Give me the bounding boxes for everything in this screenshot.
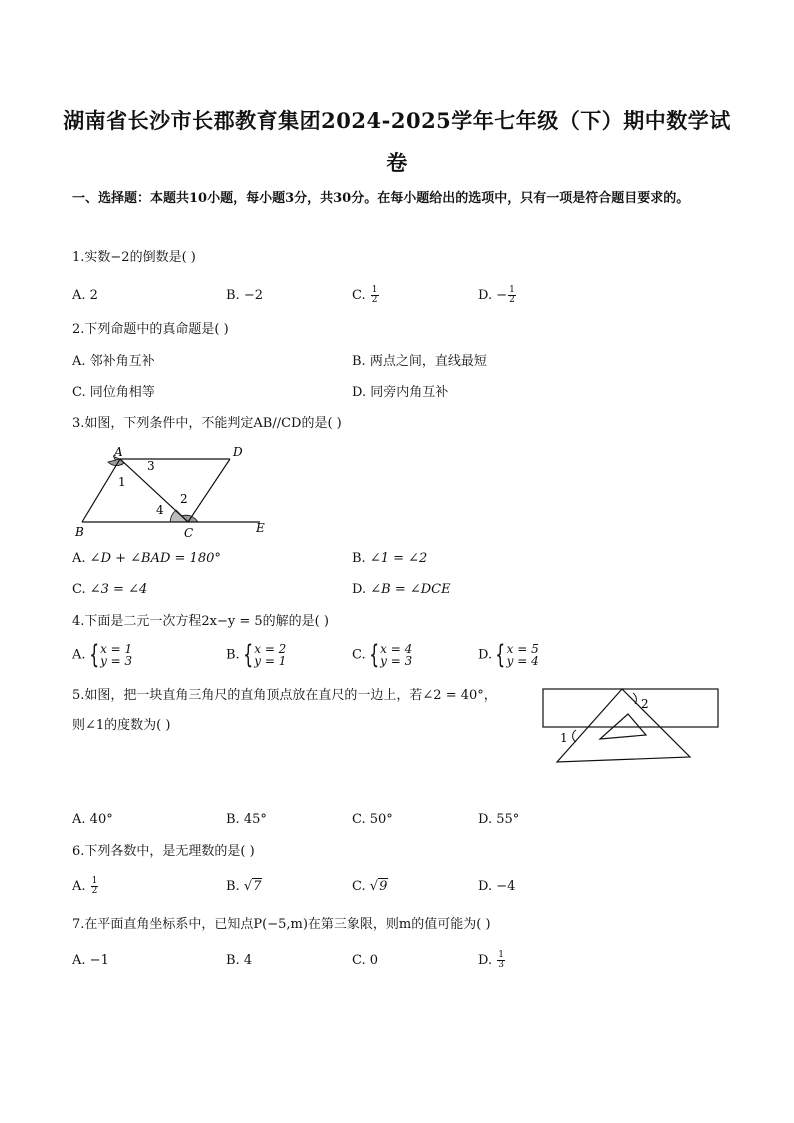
q2-option-c[interactable]: C. 同位角相等	[72, 385, 155, 400]
label-d: D	[233, 445, 243, 459]
segment-dc	[188, 459, 230, 522]
q1-option-c[interactable]: C. $\frac{1}{2}$	[352, 285, 378, 305]
label-angle-4: 4	[156, 503, 164, 517]
q2-option-b[interactable]: B. 两点之间，直线最短	[352, 354, 487, 369]
triangle-outer	[557, 689, 690, 762]
ruler-triangle-figure	[538, 684, 724, 768]
q6-option-d[interactable]: D. −4	[478, 879, 516, 894]
question-5-stem-line2: 则∠1的度数为( )	[72, 718, 171, 733]
q6-option-b[interactable]: B. √7	[226, 877, 262, 897]
fraction: $\frac{1}{2}$	[509, 285, 515, 305]
q2-option-a[interactable]: A. 邻补角互补	[72, 354, 155, 369]
question-2-stem: 2.下列命题中的真命题是( )	[72, 322, 229, 337]
page-title: 湖南省长沙市长郡教育集团2024-2025学年七年级（下）期中数学试卷	[63, 108, 731, 175]
q6-option-a[interactable]: A. $\frac{1}{2}$	[72, 876, 98, 896]
q7-option-c[interactable]: C. 0	[352, 953, 379, 968]
equation-system: { x = 4 y = 3	[368, 640, 413, 670]
q4-option-b[interactable]: B. { x = 2 y = 1	[226, 640, 287, 670]
q5-option-b[interactable]: B. 45°	[226, 812, 267, 827]
q7-option-b[interactable]: B. 4	[226, 953, 253, 968]
q7-option-d[interactable]: D. $\frac{1}{3}$	[478, 950, 504, 970]
question-1-stem: 1.实数−2的倒数是( )	[72, 250, 196, 265]
fraction: $\frac{1}{3}$	[498, 950, 504, 970]
q5-option-a[interactable]: A. 40°	[72, 812, 113, 827]
q1-option-b[interactable]: B. −2	[226, 288, 263, 303]
question-5-stem-line1: 5.如图，把一块直角三角尺的直角顶点放在直尺的一边上，若∠2 = 40°，	[72, 688, 497, 703]
label-angle-1: 1	[560, 731, 568, 745]
label-angle-3: 3	[147, 459, 155, 473]
q4-option-c[interactable]: C. { x = 4 y = 3	[352, 640, 413, 670]
equation-system: { x = 5 y = 4	[495, 640, 539, 670]
q5-option-d[interactable]: D. 55°	[478, 812, 520, 827]
ruler	[543, 689, 718, 727]
q4-option-a[interactable]: A. { x = 1 y = 3	[72, 640, 133, 670]
q3-option-b[interactable]: B. ∠1 = ∠2	[352, 551, 428, 566]
question-4-stem: 4.下面是二元一次方程2x−y = 5的解的是( )	[72, 614, 329, 629]
q2-option-d[interactable]: D. 同旁内角互补	[352, 385, 449, 400]
label-a: A	[114, 445, 123, 459]
parallelogram-figure	[70, 440, 280, 540]
fraction: $\frac{1}{2}$	[371, 285, 378, 305]
fraction: $\frac{1}{2}$	[91, 876, 98, 896]
q3-option-a[interactable]: A. ∠D + ∠BAD = 180°	[72, 551, 221, 566]
label-angle-2: 2	[180, 492, 188, 506]
q1-option-d[interactable]: D. − $\frac{1}{2}$	[478, 285, 515, 305]
q6-option-c[interactable]: C. √9	[352, 877, 388, 897]
q1-option-a[interactable]: A. 2	[72, 288, 98, 303]
question-6-stem: 6.下列各数中，是无理数的是( )	[72, 844, 255, 859]
q7-option-a[interactable]: A. −1	[72, 953, 109, 968]
label-b: B	[75, 525, 84, 539]
equation-system: { x = 2 y = 1	[242, 640, 287, 670]
square-root: √7	[243, 879, 262, 894]
square-root: √9	[369, 879, 388, 894]
question-7-stem: 7.在平面直角坐标系中，已知点P(−5,m)在第三象限，则m的值可能为( )	[72, 917, 491, 932]
label-angle-2: 2	[641, 697, 649, 711]
section-heading: 一、选择题：本题共10小题，每小题3分，共30分。在每小题给出的选项中，只有一项是符合题目要求的。	[72, 191, 690, 206]
label-c: C	[184, 526, 194, 540]
label-e: E	[256, 521, 265, 535]
segment-ab	[82, 459, 120, 522]
q3-option-d[interactable]: D. ∠B = ∠DCE	[352, 582, 451, 597]
q5-option-c[interactable]: C. 50°	[352, 812, 393, 827]
angle-arc-1	[573, 730, 576, 742]
q3-option-c[interactable]: C. ∠3 = ∠4	[72, 582, 148, 597]
question-3-stem: 3.如图，下列条件中，不能判定AB//CD的是( )	[72, 416, 342, 431]
equation-system: { x = 1 y = 3	[88, 640, 133, 670]
label-angle-1: 1	[118, 475, 126, 489]
q4-option-d[interactable]: D. { x = 5 y = 4	[478, 640, 539, 670]
